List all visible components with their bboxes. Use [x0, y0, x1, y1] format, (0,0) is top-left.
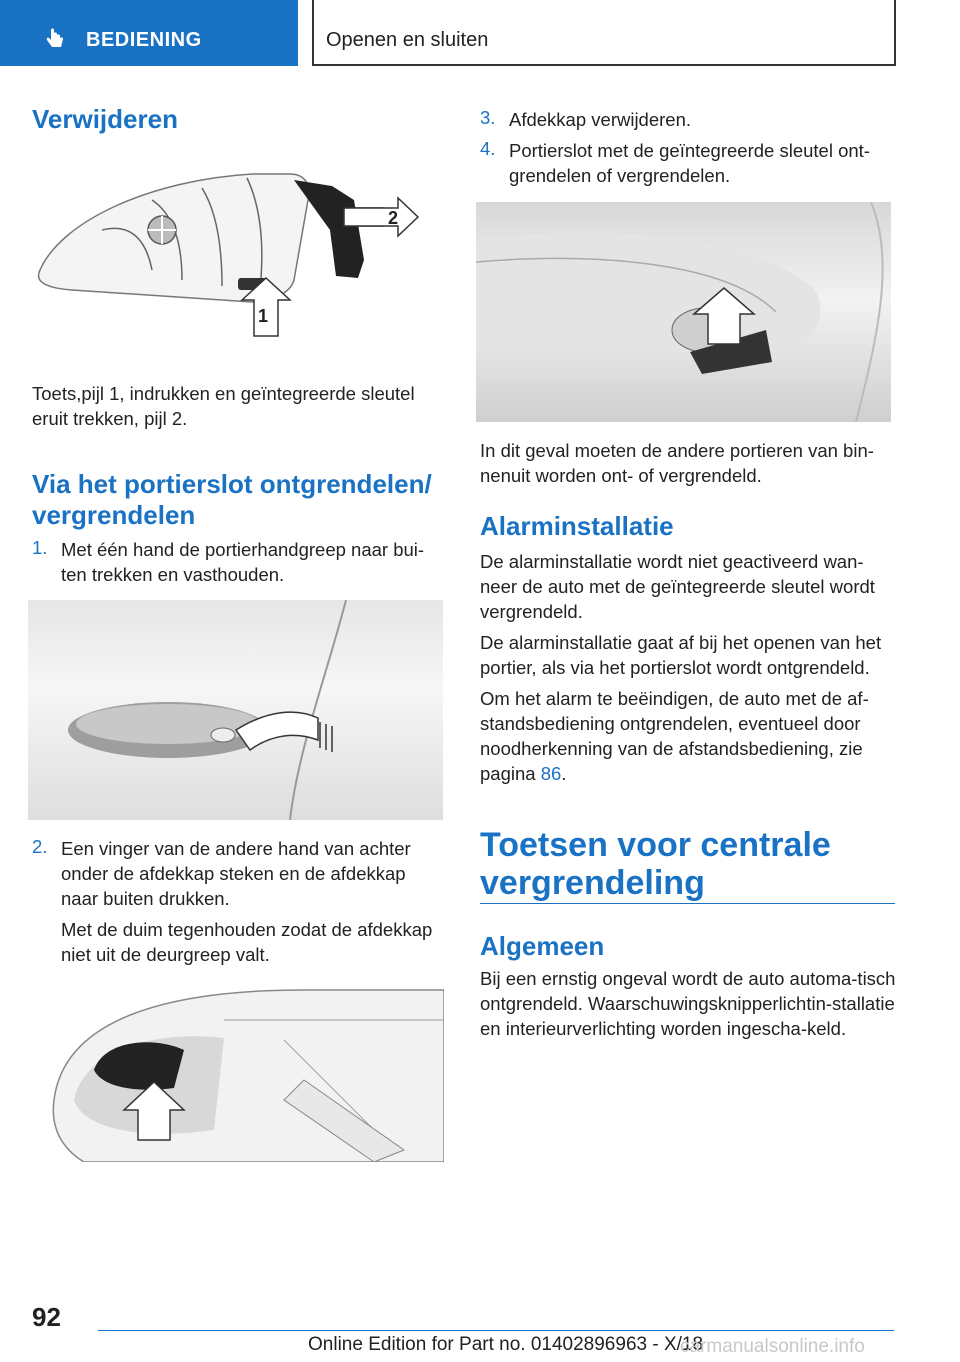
section-tab[interactable]: [0, 0, 298, 66]
page-number: 92: [32, 1302, 61, 1332]
general-paragraph: Bij een ernstig ongeval wordt de auto automa‐tisch ontgrendeld. Waarschuwingsknipperlichtin‐stallatie en interieurverlichting worden ingescha‐keld.: [480, 968, 896, 1039]
step-text-4: Portierslot met de geïntegreerde sleutel ont‐grendelen of vergrendelen.: [509, 140, 870, 186]
step-text-2: Een vinger van de andere hand van achter onder de afdekkap steken en de afdekkap naar buiten drukken.: [61, 838, 411, 909]
heading-door-lock: Via het portierslot ontgrendelen/ vergrendelen: [32, 469, 432, 530]
figure-lock-cylinder: [476, 202, 891, 422]
alarm-paragraph-1: De alarminstallatie wordt niet geactiveerd wan‐neer de auto met de geïntegreerde sleutel wordt vergrendeld.: [480, 551, 875, 622]
step-text-1: Met één hand de portierhandgreep naar bui‐ten trekken en vasthouden.: [61, 539, 425, 585]
section-label: BEDIENING: [86, 29, 202, 51]
alarm-paragraph-2: De alarminstallatie gaat af bij het openen van het portier, als via het portierslot wordt ontgrendeld.: [480, 632, 882, 678]
step-text-3: Afdekkap verwijderen.: [509, 109, 692, 130]
page-link-86[interactable]: 86: [540, 763, 562, 784]
caption-key: Toets,pijl 1, indrukken en geïntegreerde sleutel eruit trekken, pijl 2.: [32, 383, 415, 429]
footer-edition: Online Edition for Part no. 01402896963 - X/18: [308, 1334, 704, 1355]
figure-cover-removal: [44, 980, 444, 1162]
footer-rule: [98, 1330, 894, 1331]
alarm-paragraph-3-text: Om het alarm te beëindigen, de auto met de af‐standsbediening ontgrendelen, eventueel door noodherkenning van de afstandsbediening, zie pagina: [480, 688, 869, 784]
alarm-paragraph-3: [480, 686, 896, 786]
heading-central-locking: Toetsen voor centrale vergrendeling: [480, 826, 831, 902]
figure-door-handle: [28, 600, 443, 820]
watermark: carmanualsonline.info: [680, 1336, 865, 1357]
step-number-3: 3.: [480, 107, 496, 128]
figure-key-label-2: 2: [388, 208, 399, 228]
heading-rule: [480, 903, 895, 904]
step-number-4: 4.: [480, 138, 496, 159]
hand-pointer-icon: [44, 28, 66, 50]
heading-alarm: Alarminstallatie: [480, 511, 674, 541]
chapter-title: Openen en sluiten: [326, 29, 489, 51]
step-number-2: 2.: [32, 836, 48, 857]
figure-key-label-1: 1: [258, 306, 269, 326]
step-text-2-extra: Met de duim tegenhouden zodat de afdekkap niet uit de deurgreep valt.: [61, 919, 433, 965]
heading-general: Algemeen: [480, 931, 605, 961]
alarm-paragraph-3-end: .: [561, 763, 567, 784]
figure-key-fob: [32, 160, 444, 356]
step-number-1: 1.: [32, 537, 48, 558]
note-other-doors: In dit geval moeten de andere portieren van bin‐nenuit worden ont- of vergrendeld.: [480, 440, 874, 486]
heading-remove: Verwijderen: [32, 104, 178, 134]
